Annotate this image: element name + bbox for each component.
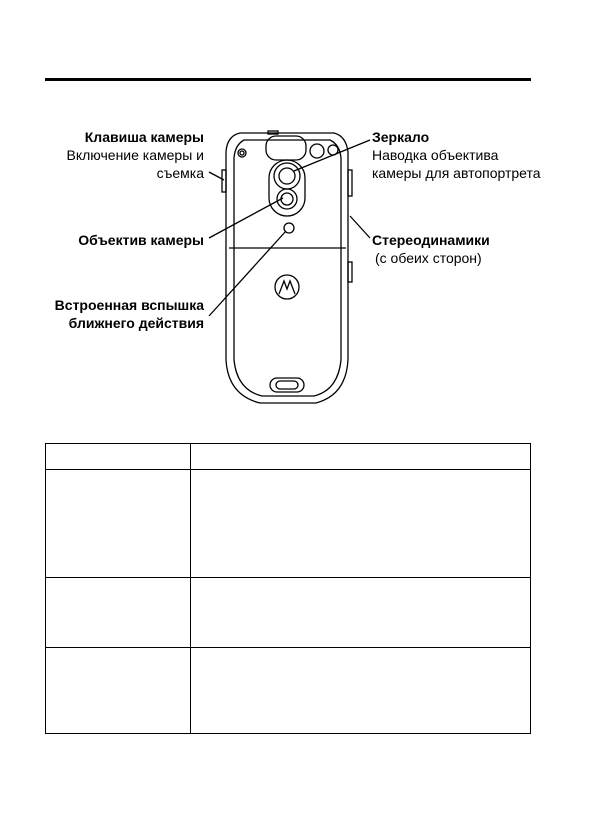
label-mirror-desc2: камеры для автопортрета <box>372 165 541 181</box>
table-row <box>46 648 530 733</box>
label-speakers <box>372 231 490 267</box>
label-speakers-title: Стереодинамики <box>372 232 490 248</box>
label-camera-key-desc2: съемка <box>156 165 204 181</box>
table-cell <box>191 648 530 733</box>
side-button-right-mid <box>348 262 352 282</box>
table-header-cell <box>191 444 530 469</box>
table-header-cell <box>46 444 191 469</box>
callout-speakers <box>350 216 370 238</box>
table-cell <box>191 578 530 647</box>
label-camera-lens-title: Объектив камеры <box>78 232 204 248</box>
label-flash-title2: ближнего действия <box>68 315 204 331</box>
label-speakers-desc: (с обеих сторон) <box>375 250 482 266</box>
label-camera-key-desc1: Включение камеры и <box>66 147 204 163</box>
table-row <box>46 470 530 578</box>
phone-body <box>226 133 348 403</box>
table-header-row <box>46 444 530 470</box>
camera-key-button <box>222 170 226 192</box>
label-mirror-desc1: Наводка объектива <box>372 147 499 163</box>
bottom-port <box>270 378 304 392</box>
table-cell <box>191 470 530 577</box>
label-flash <box>55 296 204 332</box>
table-cell <box>46 470 191 577</box>
info-table <box>45 443 531 734</box>
table-cell <box>46 578 191 647</box>
table-cell <box>46 648 191 733</box>
label-mirror <box>372 128 541 182</box>
label-flash-title1: Встроенная вспышка <box>54 297 204 313</box>
side-button-right-top <box>348 170 352 196</box>
phone-inner-edge <box>234 140 341 396</box>
mirror-ring <box>274 163 300 189</box>
label-camera-key-title: Клавиша камеры <box>84 129 204 145</box>
table-row <box>46 578 530 648</box>
label-camera-key <box>67 128 204 182</box>
callout-lens <box>209 198 283 238</box>
label-camera-lens <box>78 231 204 249</box>
callout-flash <box>209 231 286 316</box>
motorola-logo <box>275 275 299 299</box>
label-mirror-title: Зеркало <box>372 129 430 145</box>
